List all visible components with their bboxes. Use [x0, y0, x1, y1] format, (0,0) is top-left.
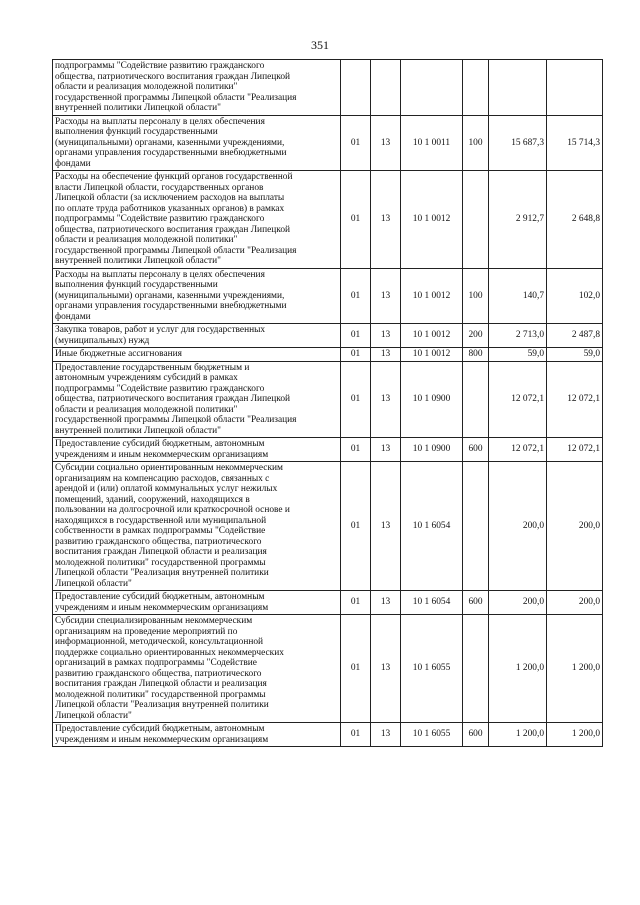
table-row: [53, 348, 603, 362]
row-section-cell: 01: [341, 723, 371, 747]
table-row: [53, 171, 603, 269]
row-target-article-cell: 10 1 0012: [401, 268, 463, 324]
table-row: [53, 438, 603, 462]
row-amount-2-cell: 200,0: [547, 462, 603, 591]
row-name-cell: Расходы на обеспечение функций органов государственной власти Липецкой области, государственных органов Липецкой области (за исключением расходов на выплаты по оплате труда работников указанных органов) в рамках подпрограммы "Содействие развитию гражданского общества, патриотического воспитания граждан Липецкой области и реализация молодежной политики" государственной программы Липецкой области "Реализация внутренней политики Липецкой области": [53, 171, 341, 269]
row-subsection-cell: 13: [371, 171, 401, 269]
row-name-cell: Предоставление субсидий бюджетным, автономным учреждениям и иным некоммерческим организациям: [53, 591, 341, 615]
row-name-cell: Предоставление государственным бюджетным и автономным учреждениям субсидий в рамках подпрограммы "Содействие развитию гражданского общества, патриотического воспитания граждан Липецкой области и реализация молодежной политики" государственной программы Липецкой области "Реализация внутренней политики Липецкой области": [53, 361, 341, 438]
row-amount-1-cell: 2 713,0: [489, 324, 547, 348]
row-target-article-cell: [401, 60, 463, 116]
row-subsection-cell: 13: [371, 438, 401, 462]
row-expense-type-cell: 600: [463, 591, 489, 615]
row-name-cell: Субсидии социально ориентированным некоммерческим организациям на компенсацию расходов, связанных с арендой и (или) оплатой коммунальных услуг нежилых помещений, зданий, сооружений, находящихся в пользовании на долгосрочной или краткосрочной основе и находящихся в государственной или муниципальной собственности в рамках подпрограммы "Содействие развитию гражданского общества, патриотического воспитания граждан Липецкой области и реализация молодежной политики" государственной программы Липецкой области "Реализация внутренней политики Липецкой области": [53, 462, 341, 591]
row-amount-1-cell: 12 072,1: [489, 361, 547, 438]
row-section-cell: 01: [341, 361, 371, 438]
row-section-cell: 01: [341, 615, 371, 723]
budget-table-body: [53, 60, 603, 747]
row-expense-type-cell: [463, 462, 489, 591]
budget-table: [52, 59, 603, 747]
row-amount-2-cell: 1 200,0: [547, 723, 603, 747]
row-amount-1-cell: 1 200,0: [489, 615, 547, 723]
row-subsection-cell: 13: [371, 324, 401, 348]
row-target-article-cell: 10 1 0011: [401, 115, 463, 171]
row-target-article-cell: 10 1 6054: [401, 462, 463, 591]
row-section-cell: 01: [341, 268, 371, 324]
row-amount-1-cell: 15 687,3: [489, 115, 547, 171]
row-amount-1-cell: 1 200,0: [489, 723, 547, 747]
row-amount-1-cell: 200,0: [489, 462, 547, 591]
table-row: [53, 462, 603, 591]
row-subsection-cell: 13: [371, 361, 401, 438]
row-amount-2-cell: 59,0: [547, 348, 603, 362]
row-amount-2-cell: [547, 60, 603, 116]
table-row: [53, 60, 603, 116]
row-section-cell: 01: [341, 171, 371, 269]
row-amount-2-cell: 200,0: [547, 591, 603, 615]
row-name-cell: Расходы на выплаты персоналу в целях обеспечения выполнения функций государственными (муниципальными) органами, казенными учреждениями, органами управления государственными внебюджетными фондами: [53, 115, 341, 171]
row-expense-type-cell: 600: [463, 438, 489, 462]
row-amount-1-cell: [489, 60, 547, 116]
row-subsection-cell: 13: [371, 268, 401, 324]
row-expense-type-cell: 100: [463, 115, 489, 171]
row-amount-1-cell: 59,0: [489, 348, 547, 362]
row-target-article-cell: 10 1 0012: [401, 171, 463, 269]
row-section-cell: [341, 60, 371, 116]
table-row: [53, 723, 603, 747]
row-subsection-cell: 13: [371, 591, 401, 615]
row-amount-1-cell: 12 072,1: [489, 438, 547, 462]
row-expense-type-cell: [463, 171, 489, 269]
row-subsection-cell: 13: [371, 723, 401, 747]
row-target-article-cell: 10 1 0012: [401, 324, 463, 348]
table-row: [53, 615, 603, 723]
row-expense-type-cell: [463, 361, 489, 438]
table-row: [53, 591, 603, 615]
table-row: [53, 115, 603, 171]
row-name-cell: Закупка товаров, работ и услуг для государственных (муниципальных) нужд: [53, 324, 341, 348]
row-section-cell: 01: [341, 591, 371, 615]
row-amount-2-cell: 12 072,1: [547, 361, 603, 438]
row-subsection-cell: [371, 60, 401, 116]
row-name-cell: Иные бюджетные ассигнования: [53, 348, 341, 362]
row-expense-type-cell: 200: [463, 324, 489, 348]
row-amount-2-cell: 102,0: [547, 268, 603, 324]
row-subsection-cell: 13: [371, 348, 401, 362]
row-subsection-cell: 13: [371, 615, 401, 723]
row-name-cell: Предоставление субсидий бюджетным, автономным учреждениям и иным некоммерческим организациям: [53, 438, 341, 462]
row-target-article-cell: 10 1 0900: [401, 438, 463, 462]
row-amount-1-cell: 2 912,7: [489, 171, 547, 269]
row-subsection-cell: 13: [371, 462, 401, 591]
row-subsection-cell: 13: [371, 115, 401, 171]
row-target-article-cell: 10 1 0012: [401, 348, 463, 362]
row-name-cell: Расходы на выплаты персоналу в целях обеспечения выполнения функций государственными (муниципальными) органами, казенными учреждениями, органами управления государственными внебюджетными фондами: [53, 268, 341, 324]
row-section-cell: 01: [341, 348, 371, 362]
row-amount-2-cell: 1 200,0: [547, 615, 603, 723]
row-name-cell: подпрограммы "Содействие развитию гражданского общества, патриотического воспитания граждан Липецкой области и реализация молодежной политики" государственной программы Липецкой области "Реализация внутренней политики Липецкой области": [53, 60, 341, 116]
row-target-article-cell: 10 1 6055: [401, 615, 463, 723]
row-amount-1-cell: 140,7: [489, 268, 547, 324]
row-section-cell: 01: [341, 438, 371, 462]
row-amount-1-cell: 200,0: [489, 591, 547, 615]
row-expense-type-cell: 100: [463, 268, 489, 324]
row-expense-type-cell: 800: [463, 348, 489, 362]
row-expense-type-cell: [463, 615, 489, 723]
table-row: [53, 361, 603, 438]
page-number: 351: [311, 38, 329, 52]
table-row: [53, 324, 603, 348]
row-amount-2-cell: 2 648,8: [547, 171, 603, 269]
row-expense-type-cell: [463, 60, 489, 116]
row-target-article-cell: 10 1 0900: [401, 361, 463, 438]
row-section-cell: 01: [341, 324, 371, 348]
row-target-article-cell: 10 1 6054: [401, 591, 463, 615]
row-name-cell: Предоставление субсидий бюджетным, автономным учреждениям и иным некоммерческим организациям: [53, 723, 341, 747]
row-amount-2-cell: 15 714,3: [547, 115, 603, 171]
row-section-cell: 01: [341, 115, 371, 171]
row-section-cell: 01: [341, 462, 371, 591]
table-row: [53, 268, 603, 324]
row-amount-2-cell: 12 072,1: [547, 438, 603, 462]
row-target-article-cell: 10 1 6055: [401, 723, 463, 747]
row-name-cell: Субсидии специализированным некоммерческим организациям на проведение мероприятий по информационной, методической, консультационной поддержке социально ориентированных некоммерческих организаций в рамках подпрограммы "Содействие развитию гражданского общества, патриотического воспитания граждан Липецкой области и реализация молодежной политики" государственной программы Липецкой области "Реализация внутренней политики Липецкой области": [53, 615, 341, 723]
row-amount-2-cell: 2 487,8: [547, 324, 603, 348]
row-expense-type-cell: 600: [463, 723, 489, 747]
